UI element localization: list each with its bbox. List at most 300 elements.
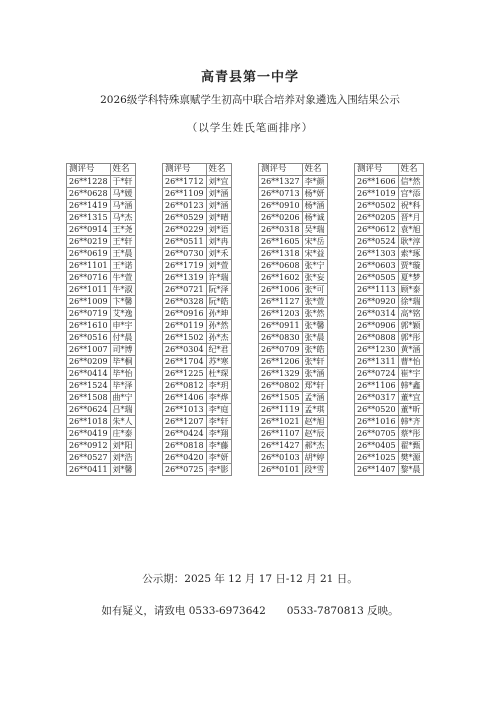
table-row (163, 356, 232, 368)
table-row (355, 296, 424, 308)
eval-id-cell: 26**1016 (355, 416, 399, 428)
eval-id-cell: 26**0405 (355, 440, 399, 452)
student-name-cell: 黄*涵 (398, 344, 423, 356)
table-row (355, 200, 424, 212)
publicity-period: 公示期：2025 年 12 月 17 日-12 月 21 日。 (142, 573, 358, 585)
table-row (67, 344, 136, 356)
col-header-name: 姓名 (110, 164, 135, 176)
eval-id-cell: 26**0505 (355, 272, 399, 284)
student-name-cell: 张*晨 (302, 332, 327, 344)
table-row (67, 320, 136, 332)
student-name-cell: 毕*桐 (110, 356, 135, 368)
student-name-cell: 袁*旭 (398, 224, 423, 236)
eval-id-cell: 26**1109 (163, 188, 207, 200)
eval-id-cell: 26**0527 (67, 452, 111, 464)
result-table-1 (66, 163, 136, 476)
table-row (163, 440, 232, 452)
table-row (163, 344, 232, 356)
table-row (355, 260, 424, 272)
eval-id-cell: 26**0206 (259, 212, 303, 224)
table-row (259, 332, 328, 344)
table-row (163, 212, 232, 224)
eval-id-cell: 26**1113 (355, 284, 399, 296)
student-name-cell: 吴*瑞 (302, 224, 327, 236)
student-name-cell: 郝*杰 (302, 440, 327, 452)
eval-id-cell: 26**1228 (67, 176, 111, 188)
student-name-cell: 艾*逸 (110, 308, 135, 320)
table-row (355, 308, 424, 320)
eval-id-cell: 26**0420 (163, 452, 207, 464)
student-name-cell: 徐*瑞 (398, 296, 423, 308)
student-name-cell: 段*雪 (302, 464, 327, 476)
table-row (355, 188, 424, 200)
table-row (355, 284, 424, 296)
eval-id-cell: 26**0524 (355, 236, 399, 248)
eval-id-cell: 26**0317 (355, 392, 399, 404)
table-row (163, 320, 232, 332)
table-row (163, 248, 232, 260)
eval-id-cell: 26**1327 (259, 176, 303, 188)
eval-id-cell: 26**0314 (355, 308, 399, 320)
table-row (259, 464, 328, 476)
table-row (355, 176, 424, 188)
student-name-cell: 宫*添 (398, 188, 423, 200)
eval-id-cell: 26**0619 (67, 248, 111, 260)
table-row (67, 356, 136, 368)
student-name-cell: 黎*晨 (398, 464, 423, 476)
table-row (259, 404, 328, 416)
table-row (259, 176, 328, 188)
student-name-cell: 毕*怡 (110, 368, 135, 380)
student-name-cell: 张*可 (302, 284, 327, 296)
eval-id-cell: 26**1025 (355, 452, 399, 464)
eval-id-cell: 26**0812 (163, 380, 207, 392)
student-name-cell: 高*铭 (398, 308, 423, 320)
eval-id-cell: 26**1018 (67, 416, 111, 428)
eval-id-cell: 26**1203 (259, 308, 303, 320)
student-name-cell: 翟*甄 (398, 440, 423, 452)
eval-id-cell: 26**0529 (163, 212, 207, 224)
table-row (355, 428, 424, 440)
student-name-cell: 孙*杰 (206, 332, 231, 344)
student-name-cell: 杨*诚 (302, 212, 327, 224)
eval-id-cell: 26**1225 (163, 368, 207, 380)
eval-id-cell: 26**0916 (163, 308, 207, 320)
student-name-cell: 苏*寒 (206, 356, 231, 368)
eval-id-cell: 26**1712 (163, 176, 207, 188)
col-header-name: 姓名 (398, 164, 423, 176)
table-row (67, 212, 136, 224)
eval-id-cell: 26**1407 (355, 464, 399, 476)
student-name-cell: 郭*彤 (398, 332, 423, 344)
table-row (259, 308, 328, 320)
student-name-cell: 贾*璇 (398, 260, 423, 272)
student-name-cell: 杨*妍 (302, 188, 327, 200)
table-row (355, 452, 424, 464)
student-name-cell: 董*昕 (398, 404, 423, 416)
table-row (355, 332, 424, 344)
student-name-cell: 刘*宜 (206, 176, 231, 188)
eval-id-cell: 26**0719 (67, 308, 111, 320)
eval-id-cell: 26**0914 (67, 224, 111, 236)
eval-id-cell: 26**1329 (259, 368, 303, 380)
eval-id-cell: 26**1230 (355, 344, 399, 356)
table-row (355, 272, 424, 284)
table-row (163, 452, 232, 464)
eval-id-cell: 26**1006 (259, 284, 303, 296)
table-row (67, 452, 136, 464)
eval-id-cell: 26**0511 (163, 236, 207, 248)
table-row (163, 416, 232, 428)
eval-id-cell: 26**1427 (259, 440, 303, 452)
table-row (355, 404, 424, 416)
table-row (67, 332, 136, 344)
student-name-cell: 崔*宇 (398, 368, 423, 380)
eval-id-cell: 26**1311 (355, 356, 399, 368)
student-name-cell: 索*琢 (398, 248, 423, 260)
table-row (163, 236, 232, 248)
table-row (163, 368, 232, 380)
table-row (355, 440, 424, 452)
student-name-cell: 孙*坤 (206, 308, 231, 320)
eval-id-cell: 26**0725 (163, 464, 207, 476)
eval-id-cell: 26**0318 (259, 224, 303, 236)
table-row (355, 356, 424, 368)
student-name-cell: 马*媛 (110, 188, 135, 200)
table-row (355, 224, 424, 236)
eval-id-cell: 26**0716 (67, 272, 111, 284)
table-row (67, 464, 136, 476)
table-row (163, 260, 232, 272)
student-name-cell: 赵*辰 (302, 428, 327, 440)
student-name-cell: 信*然 (398, 176, 423, 188)
student-name-cell: 李*影 (206, 464, 231, 476)
student-name-cell: 张*皓 (302, 344, 327, 356)
student-name-cell: 曹*怡 (398, 356, 423, 368)
student-name-cell: 孟*涵 (302, 392, 327, 404)
table-row (259, 368, 328, 380)
student-name-cell: 阮*泽 (206, 284, 231, 296)
col-header-id: 测评号 (163, 164, 207, 176)
eval-id-cell: 26**0516 (67, 332, 111, 344)
student-name-cell: 晋*月 (398, 212, 423, 224)
student-name-cell: 郑*轩 (302, 380, 327, 392)
table-row (259, 452, 328, 464)
student-name-cell: 庄*泰 (110, 428, 135, 440)
eval-id-cell: 26**1315 (67, 212, 111, 224)
sort-note: （以学生姓氏笔画排序） (186, 122, 314, 134)
student-name-cell: 赵*旭 (302, 416, 327, 428)
table-row (67, 428, 136, 440)
table-row (259, 260, 328, 272)
student-name-cell: 李*妍 (206, 452, 231, 464)
student-name-cell: 马*杰 (110, 212, 135, 224)
table-header-row (259, 164, 328, 176)
student-name-cell: 李*藤 (206, 440, 231, 452)
student-name-cell: 牛*萱 (110, 272, 135, 284)
student-name-cell: 王*晨 (110, 248, 135, 260)
student-name-cell: 韩*鑫 (398, 380, 423, 392)
table-row (67, 224, 136, 236)
student-name-cell: 牛*淑 (110, 284, 135, 296)
table-row (163, 308, 232, 320)
student-name-cell: 李*翔 (206, 428, 231, 440)
eval-id-cell: 26**0910 (259, 200, 303, 212)
student-name-cell: 刘*语 (206, 224, 231, 236)
eval-id-cell: 26**1505 (259, 392, 303, 404)
eval-id-cell: 26**0419 (67, 428, 111, 440)
eval-id-cell: 26**1019 (355, 188, 399, 200)
col-header-name: 姓名 (302, 164, 327, 176)
eval-id-cell: 26**1419 (67, 200, 111, 212)
student-name-cell: 李*庭 (206, 404, 231, 416)
student-name-cell: 韩*齐 (398, 416, 423, 428)
student-name-cell: 祝*科 (398, 200, 423, 212)
student-name-cell: 耿*淳 (398, 236, 423, 248)
table-row (67, 200, 136, 212)
table-row (163, 464, 232, 476)
eval-id-cell: 26**0818 (163, 440, 207, 452)
eval-id-cell: 26**0920 (355, 296, 399, 308)
table-row (163, 332, 232, 344)
eval-id-cell: 26**1206 (259, 356, 303, 368)
result-table-2 (162, 163, 232, 476)
table-row (67, 392, 136, 404)
eval-id-cell: 26**1021 (259, 416, 303, 428)
student-name-cell: 纪*君 (206, 344, 231, 356)
eval-id-cell: 26**1602 (259, 272, 303, 284)
student-name-cell: 刘*禾 (206, 248, 231, 260)
table-row (67, 188, 136, 200)
student-name-cell: 张*萱 (302, 296, 327, 308)
contact-info: 如有疑义，请致电 0533-6973642 0533-7870813 反映。 (101, 605, 399, 617)
student-name-cell: 王*尧 (110, 224, 135, 236)
student-name-cell: 杜*琛 (206, 368, 231, 380)
table-row (259, 296, 328, 308)
eval-id-cell: 26**1119 (259, 404, 303, 416)
student-name-cell: 张*馨 (302, 320, 327, 332)
table-row (163, 284, 232, 296)
result-table-3 (258, 163, 328, 476)
eval-id-cell: 26**0103 (259, 452, 303, 464)
student-name-cell: 李*烨 (206, 392, 231, 404)
eval-id-cell: 26**0119 (163, 320, 207, 332)
student-name-cell: 郭*颖 (398, 320, 423, 332)
eval-id-cell: 26**0520 (355, 404, 399, 416)
student-name-cell: 樊*源 (398, 452, 423, 464)
student-name-cell: 张*然 (302, 308, 327, 320)
table-row (67, 248, 136, 260)
student-name-cell: 付*晨 (110, 332, 135, 344)
eval-id-cell: 26**0612 (355, 224, 399, 236)
eval-id-cell: 26**1013 (163, 404, 207, 416)
student-name-cell: 顾*泰 (398, 284, 423, 296)
eval-id-cell: 26**1107 (259, 428, 303, 440)
table-row (259, 440, 328, 452)
table-header-row (67, 164, 136, 176)
table-row (259, 356, 328, 368)
col-header-id: 测评号 (355, 164, 399, 176)
student-name-cell: 夏*梦 (398, 272, 423, 284)
student-name-cell: 张*轩 (302, 356, 327, 368)
student-name-cell: 曲*宁 (110, 392, 135, 404)
table-row (67, 416, 136, 428)
student-name-cell: 李*轩 (206, 416, 231, 428)
table-row (259, 212, 328, 224)
table-row (355, 416, 424, 428)
table-row (67, 272, 136, 284)
table-row (67, 404, 136, 416)
eval-id-cell: 26**0730 (163, 248, 207, 260)
eval-id-cell: 26**0411 (67, 464, 111, 476)
eval-id-cell: 26**1011 (67, 284, 111, 296)
eval-id-cell: 26**0414 (67, 368, 111, 380)
table-row (259, 416, 328, 428)
eval-id-cell: 26**1502 (163, 332, 207, 344)
school-title: 高青县第一中学 (200, 70, 299, 85)
table-row (163, 200, 232, 212)
table-row (163, 296, 232, 308)
eval-id-cell: 26**1127 (259, 296, 303, 308)
eval-id-cell: 26**0101 (259, 464, 303, 476)
eval-id-cell: 26**0724 (355, 368, 399, 380)
student-name-cell: 宋*岳 (302, 236, 327, 248)
student-name-cell: 刘*晴 (206, 212, 231, 224)
table-row (67, 296, 136, 308)
student-name-cell: 董*宜 (398, 392, 423, 404)
student-name-cell: 刘*馨 (110, 464, 135, 476)
eval-id-cell: 26**0830 (259, 332, 303, 344)
eval-id-cell: 26**0603 (355, 260, 399, 272)
table-row (259, 344, 328, 356)
table-row (259, 236, 328, 248)
student-name-cell: 于*轩 (110, 176, 135, 188)
eval-id-cell: 26**0808 (355, 332, 399, 344)
student-name-cell: 李*颜 (302, 176, 327, 188)
table-row (259, 272, 328, 284)
eval-id-cell: 26**0502 (355, 200, 399, 212)
table-row (355, 236, 424, 248)
eval-id-cell: 26**0304 (163, 344, 207, 356)
announcement-title: 2026级学科特殊禀赋学生初高中联合培养对象遴选入围结果公示 (100, 94, 400, 106)
table-row (67, 176, 136, 188)
student-name-cell: 宋*益 (302, 248, 327, 260)
table-row (259, 248, 328, 260)
table-row (355, 344, 424, 356)
eval-id-cell: 26**0624 (67, 404, 111, 416)
eval-id-cell: 26**0608 (259, 260, 303, 272)
table-row (163, 272, 232, 284)
table-row (163, 188, 232, 200)
student-name-cell: 张*涵 (302, 368, 327, 380)
student-name-cell: 许*瑞 (206, 272, 231, 284)
table-row (355, 464, 424, 476)
student-name-cell: 刘*涵 (206, 200, 231, 212)
student-name-cell: 申*宇 (110, 320, 135, 332)
student-name-cell: 孙*然 (206, 320, 231, 332)
eval-id-cell: 26**1106 (355, 380, 399, 392)
table-row (259, 428, 328, 440)
eval-id-cell: 26**1704 (163, 356, 207, 368)
student-name-cell: 李*玥 (206, 380, 231, 392)
student-name-cell: 蔡*彤 (398, 428, 423, 440)
student-name-cell: 司*博 (110, 344, 135, 356)
student-name-cell: 张*宁 (302, 260, 327, 272)
eval-id-cell: 26**0721 (163, 284, 207, 296)
table-row (355, 248, 424, 260)
student-name-cell: 阮*皓 (206, 296, 231, 308)
table-row (259, 380, 328, 392)
student-name-cell: 刘*涵 (206, 188, 231, 200)
table-row (67, 368, 136, 380)
student-name-cell: 刘*萱 (206, 260, 231, 272)
table-row (67, 260, 136, 272)
eval-id-cell: 26**1406 (163, 392, 207, 404)
eval-id-cell: 26**1207 (163, 416, 207, 428)
table-row (163, 380, 232, 392)
eval-id-cell: 26**0713 (259, 188, 303, 200)
table-row (163, 176, 232, 188)
table-row (259, 320, 328, 332)
student-name-cell: 王*轩 (110, 236, 135, 248)
eval-id-cell: 26**0705 (355, 428, 399, 440)
eval-id-cell: 26**1007 (67, 344, 111, 356)
student-name-cell: 杨*涵 (302, 200, 327, 212)
eval-id-cell: 26**0219 (67, 236, 111, 248)
table-row (67, 284, 136, 296)
student-name-cell: 马*涵 (110, 200, 135, 212)
table-row (355, 392, 424, 404)
eval-id-cell: 26**1606 (355, 176, 399, 188)
eval-id-cell: 26**0229 (163, 224, 207, 236)
eval-id-cell: 26**0911 (259, 320, 303, 332)
eval-id-cell: 26**0628 (67, 188, 111, 200)
table-row (259, 392, 328, 404)
student-name-cell: 刘*阳 (110, 440, 135, 452)
student-name-cell: 朱*人 (110, 416, 135, 428)
table-row (163, 224, 232, 236)
table-row (163, 428, 232, 440)
student-name-cell: 王*诺 (110, 260, 135, 272)
table-row (355, 380, 424, 392)
student-name-cell: 胡*婷 (302, 452, 327, 464)
eval-id-cell: 26**0912 (67, 440, 111, 452)
eval-id-cell: 26**1101 (67, 260, 111, 272)
eval-id-cell: 26**1605 (259, 236, 303, 248)
eval-id-cell: 26**1318 (259, 248, 303, 260)
eval-id-cell: 26**0424 (163, 428, 207, 440)
table-header-row (163, 164, 232, 176)
eval-id-cell: 26**1524 (67, 380, 111, 392)
col-header-name: 姓名 (206, 164, 231, 176)
eval-id-cell: 26**1508 (67, 392, 111, 404)
result-table-4 (354, 163, 424, 476)
student-name-cell: 刘*浩 (110, 452, 135, 464)
table-row (355, 368, 424, 380)
student-name-cell: 孟*琪 (302, 404, 327, 416)
eval-id-cell: 26**1009 (67, 296, 111, 308)
student-name-cell: 卞*馨 (110, 296, 135, 308)
table-row (355, 320, 424, 332)
col-header-id: 测评号 (67, 164, 111, 176)
table-row (259, 188, 328, 200)
eval-id-cell: 26**1319 (163, 272, 207, 284)
table-row (259, 200, 328, 212)
table-header-row (355, 164, 424, 176)
table-row (67, 440, 136, 452)
eval-id-cell: 26**0709 (259, 344, 303, 356)
student-name-cell: 刘*冉 (206, 236, 231, 248)
